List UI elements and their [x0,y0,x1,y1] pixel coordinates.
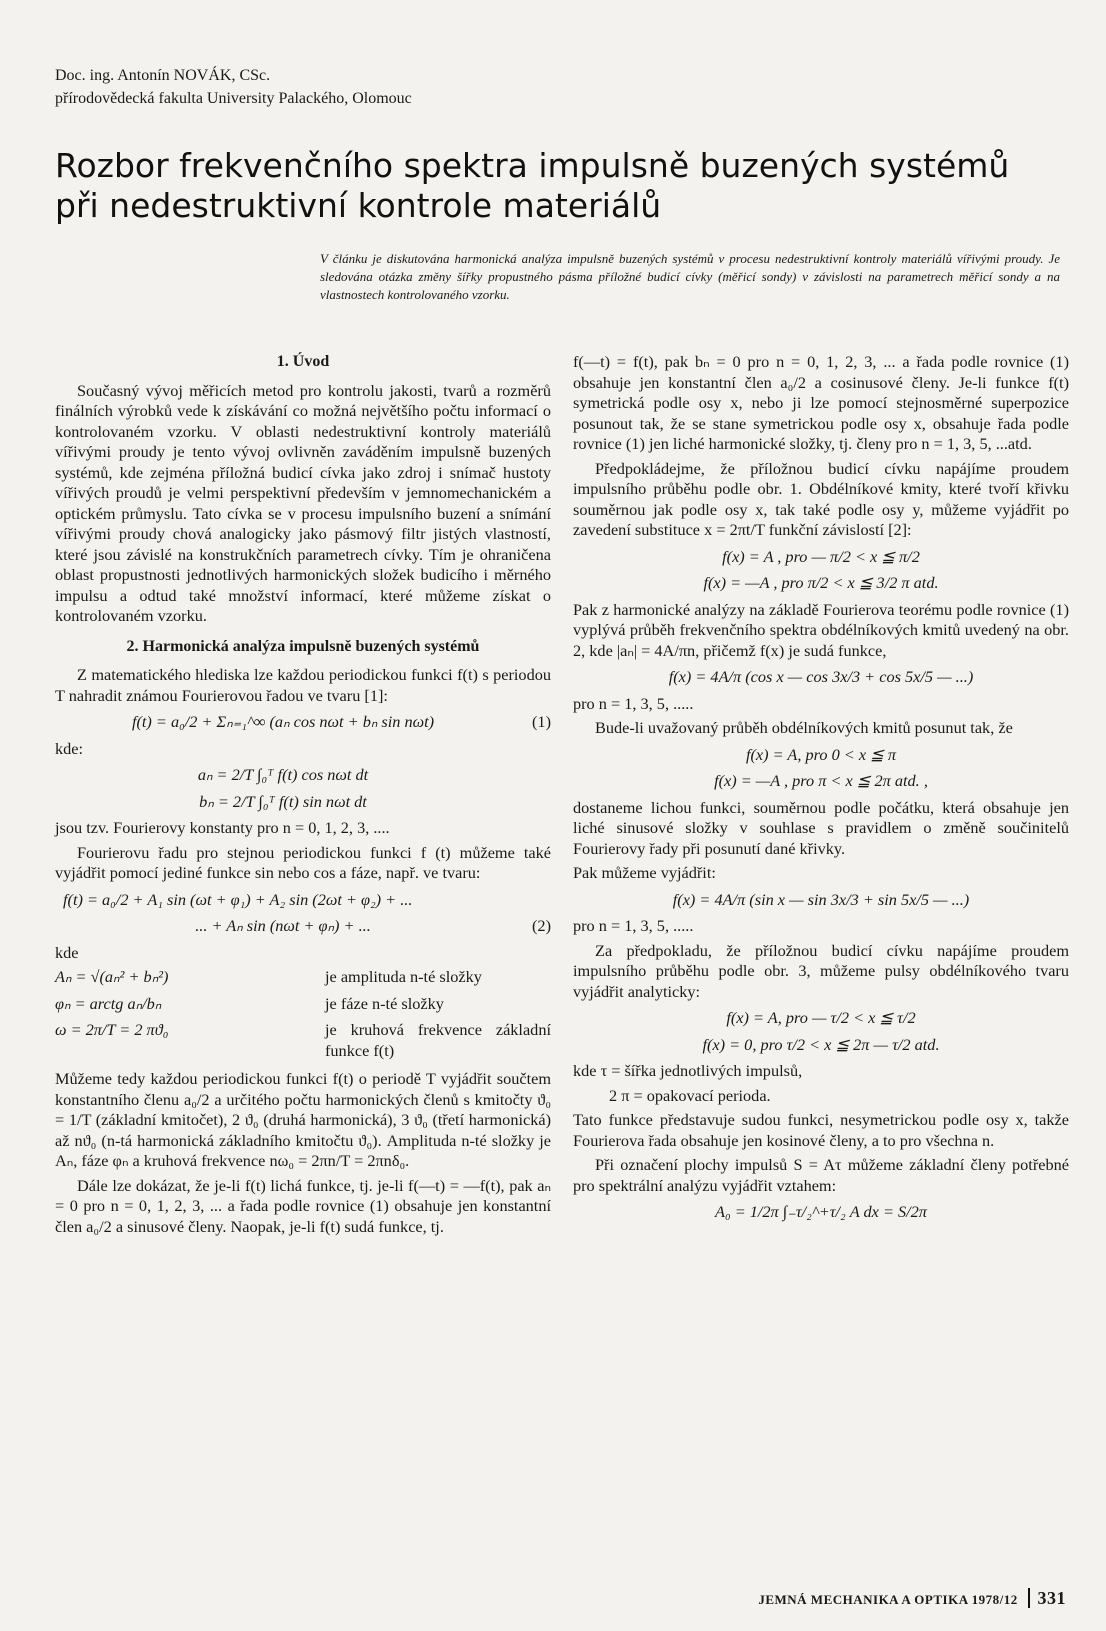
page-footer [758,1588,1066,1609]
equation-body: f(t) = a₀/2 + A₁ sin (ωt + φ₁) + A₂ sin (2ωt + φ₂) + ... [63,889,413,909]
paragraph: kde τ = šířka jednotlivých impulsů, [573,1061,803,1080]
equation-7a [573,1008,1069,1029]
equation-number: (1) [532,712,551,731]
paragraph: Fourierovu řadu pro stejnou periodickou funkci f (t) můžeme také vyjádřit pomocí jediné funkce sin nebo cos a fáze, např. ve tvaru: [55,842,551,882]
label-kde: kde: [55,738,84,758]
paragraph: pro n = 1, 3, 5, ..... [573,916,694,935]
equation-body: f(x) = —A , pro π < x ≦ 2π atd. , [714,771,928,790]
equation-body: f(x) = 4A/π (cos x — cos 3x/3 + cos 5x/5 — ...) [668,667,974,686]
equation-7b [573,1035,1069,1056]
abstract: V článku je diskutována harmonická analýza impulsně buzených systémů v procesu nedestruktivní kontroly materiálů vířivými proudy. Je sledována otázka změny šířky propustného pásma příložné budicí cívky (měřicí sondy) v závislosti na parametrech měřicí sondy a na vlastnostech kontrolovaného vzorku. [320,251,1060,302]
paragraph: Bude-li uvažovaný průběh obdélníkových kmitů posunut tak, že [595,718,1013,737]
equation-4 [573,667,1069,688]
equation-body: f(x) = A, pro 0 < x ≦ π [745,744,897,764]
left-column [55,352,551,1241]
paragraph: f(—t) = f(t), pak bₙ = 0 pro n = 0, 1, 2, 3, ... a řada podle rovnice (1) obsahuje jen konstantní člen a₀/2 a cosinusové členy. Je-li funkce f(t) symetrická podle osy x, nebo ji lze pomocí stejnosměrné superpozice posunout tak, že se stane symetrickou podle osy x, obsahuje řada podle rovnice (1) jen liché harmonické složky, tj. členy pro n = 1, 3, 5, ...atd. [573,352,1069,453]
paragraph: Při označení plochy impulsů S = Aτ můžeme základní členy potřebné pro spektrální analýzu vyjádřit vztahem: [573,1155,1069,1195]
equation-5a [573,745,1069,766]
equation-8 [573,1202,1069,1223]
author-affiliation: přírodovědecká fakulta University Palackého, Olomouc [55,90,412,107]
equation-1 [55,712,551,733]
label-kde: kde [55,942,79,962]
equation-3b [573,573,1069,594]
paragraph: Předpokládejme, že příložnou budicí cívku napájíme proudem impulsního průběhu podle obr. 1. Obdélníkové kmity, které tvoří křivku souměrnou jak podle osy x, tak také podle osy y, můžeme vyjádřit po zavedení substituce x = 2πt/T funkční závislostí [2]: [573,458,1069,539]
title-line-2: při nedestruktivní kontrole materiálů [55,186,662,225]
definition-formula: ω = 2π/T = 2 πϑ₀ [55,1020,169,1039]
author-block [55,64,412,110]
equation-body: aₙ = 2/T ∫₀ᵀ f(t) cos nωt dt [197,765,369,784]
definition-text: je amplituda n-té složky [325,967,482,986]
definition-formula: Aₙ = √(aₙ² + bₙ²) [55,967,169,986]
journal-name: JEMNÁ MECHANIKA A OPTIKA 1978/12 [758,1592,1018,1607]
equation-3a [573,547,1069,568]
page-number: 331 [1028,1588,1067,1608]
equation-5b [573,771,1069,792]
equation-body: A₀ = 1/2π ∫₋τ/₂^+τ/₂ A dx = S/2π [715,1202,927,1221]
paragraph: Současný vývoj měřicích metod pro kontrolu jakosti, tvarů a rozměrů finálních výrobků vede k získávání co možná největšího počtu informací o kontrolovaném vzorku. V oblasti nedestruktivní kontroly materiálů vířivými proudy je tento vývoj ovlivněn zaváděním impulsně buzených systémů, kde zejména příložná budicí cívka jako zdroj i snímač hustoty vířivých proudů je velmi perspektivní především v jemnomechanickém a optickém průmyslu. Tato cívka se v procesu impulsního buzení a snímání vířivými proudy chová analogicky jako pásmový filtr jistých vlastností, které jsou závislé na konstrukčních parametrech cívky. Tím je ohraničena oblast propustnosti jednotlivých harmonických složek budicího i měrného impulsu a odtud také množství informací, které můžeme získat o kontrolovaném vzorku. [55,380,551,625]
equation-body: f(x) = A, pro — τ/2 < x ≦ τ/2 [726,1008,916,1027]
author-name: Doc. ing. Antonín NOVÁK, CSc. [55,67,271,84]
section-heading-intro: 1. Úvod [276,353,330,370]
definition-text: je fáze n-té složky [325,993,444,1013]
article-title [55,146,1055,226]
paragraph: jsou tzv. Fourierovy konstanty pro n = 0, 1, 2, 3, .... [55,818,390,837]
equation-body: f(x) = 0, pro τ/2 < x ≦ 2π — τ/2 atd. [702,1034,940,1054]
section-heading-harmonic: 2. Harmonická analýza impulsně buzených systémů [126,637,480,655]
right-column [573,352,1069,1229]
equation-bn [55,792,551,813]
definitions-list [55,967,551,1061]
paragraph: 2 π = opakovací perioda. [609,1085,771,1105]
title-line-1: Rozbor frekvenčního spektra impulsně buzených systémů [55,146,1010,185]
paragraph: Dále lze dokázat, že je-li f(t) lichá funkce, tj. je-li f(—t) = —f(t), pak aₙ = 0 pro n = 0, 1, 2, 3, ... a řada podle rovnice (1) obsahuje jen konstantní člen a₀/2 a sinusové členy. Naopak, je-li f(t) sudá funkce, tj. [55,1175,551,1236]
paragraph: Pak můžeme vyjádřit: [573,863,716,882]
paragraph: Z matematického hlediska lze každou periodickou funkci f(t) s periodou T nahradit známou Fourierovou řadou ve tvaru [1]: [55,665,551,705]
paragraph: pro n = 1, 3, 5, ..... [573,693,694,713]
equation-body: f(x) = A , pro — π/2 < x ≦ π/2 [722,546,920,566]
equation-6 [573,890,1069,911]
equation-body: ... + Aₙ sin (nωt + φₙ) + ... [195,916,371,935]
equation-2b [55,916,551,937]
equation-body: f(t) = a₀/2 + Σₙ₌₁^∞ (aₙ cos nωt + bₙ sin nωt) [131,712,435,731]
paragraph: Za předpokladu, že příložnou budicí cívku napájíme proudem impulsního průběhu podle obr. 3, můžeme pulsy obdélníkového tvaru vyjádřit analyticky: [573,940,1069,1001]
paragraph: Můžeme tedy každou periodickou funkci f(t) o periodě T vyjádřit součtem konstantního členu a₀/2 a určitého počtu harmonických členů s kmitočty ϑ₀ = 1/T (základní kmitočet), 2 ϑ₀ (druhá harmonická), 3 ϑ₀ (třetí harmonická) až nϑ₀ (n-tá harmonická základního kmitočtu ϑ₀). Amplituda n-té složky je Aₙ, fáze φₙ a kruhová frekvence nω₀ = 2πn/T = 2πnδ₀. [55,1069,551,1170]
paragraph: Tato funkce představuje sudou funkci, nesymetrickou podle osy x, takže Fourierova řada obsahuje jen kosinové členy, a to pro všechna n. [573,1110,1069,1150]
paragraph: Pak z harmonické analýzy na základě Fourierova teorému podle rovnice (1) vyplývá průběh frekvenčního spektra obdélníkových kmitů uvedený na obr. 2, kde |aₙ| = 4A/πn, přičemž f(x) je sudá funkce, [573,599,1069,660]
paragraph: dostaneme lichou funkci, souměrnou podle počátku, která obsahuje jen liché sinusové složky v souhlase s pravidlem o změně součinitelů Fourierovy řady při posunutí dané křivky. [573,797,1069,858]
definition-text: je kruhová frekvence základní funkce f(t) [325,1020,551,1060]
equation-2a [55,890,551,911]
equation-number: (2) [532,916,551,935]
definition-formula: φₙ = arctg aₙ/bₙ [55,993,162,1013]
equation-body: f(x) = 4A/π (sin x — sin 3x/3 + sin 5x/5 — ...) [672,889,970,909]
equation-body: f(x) = —A , pro π/2 < x ≦ 3/2 π atd. [703,573,939,592]
equation-body: bₙ = 2/T ∫₀ᵀ f(t) sin nωt dt [199,791,367,811]
equation-an [55,765,551,786]
